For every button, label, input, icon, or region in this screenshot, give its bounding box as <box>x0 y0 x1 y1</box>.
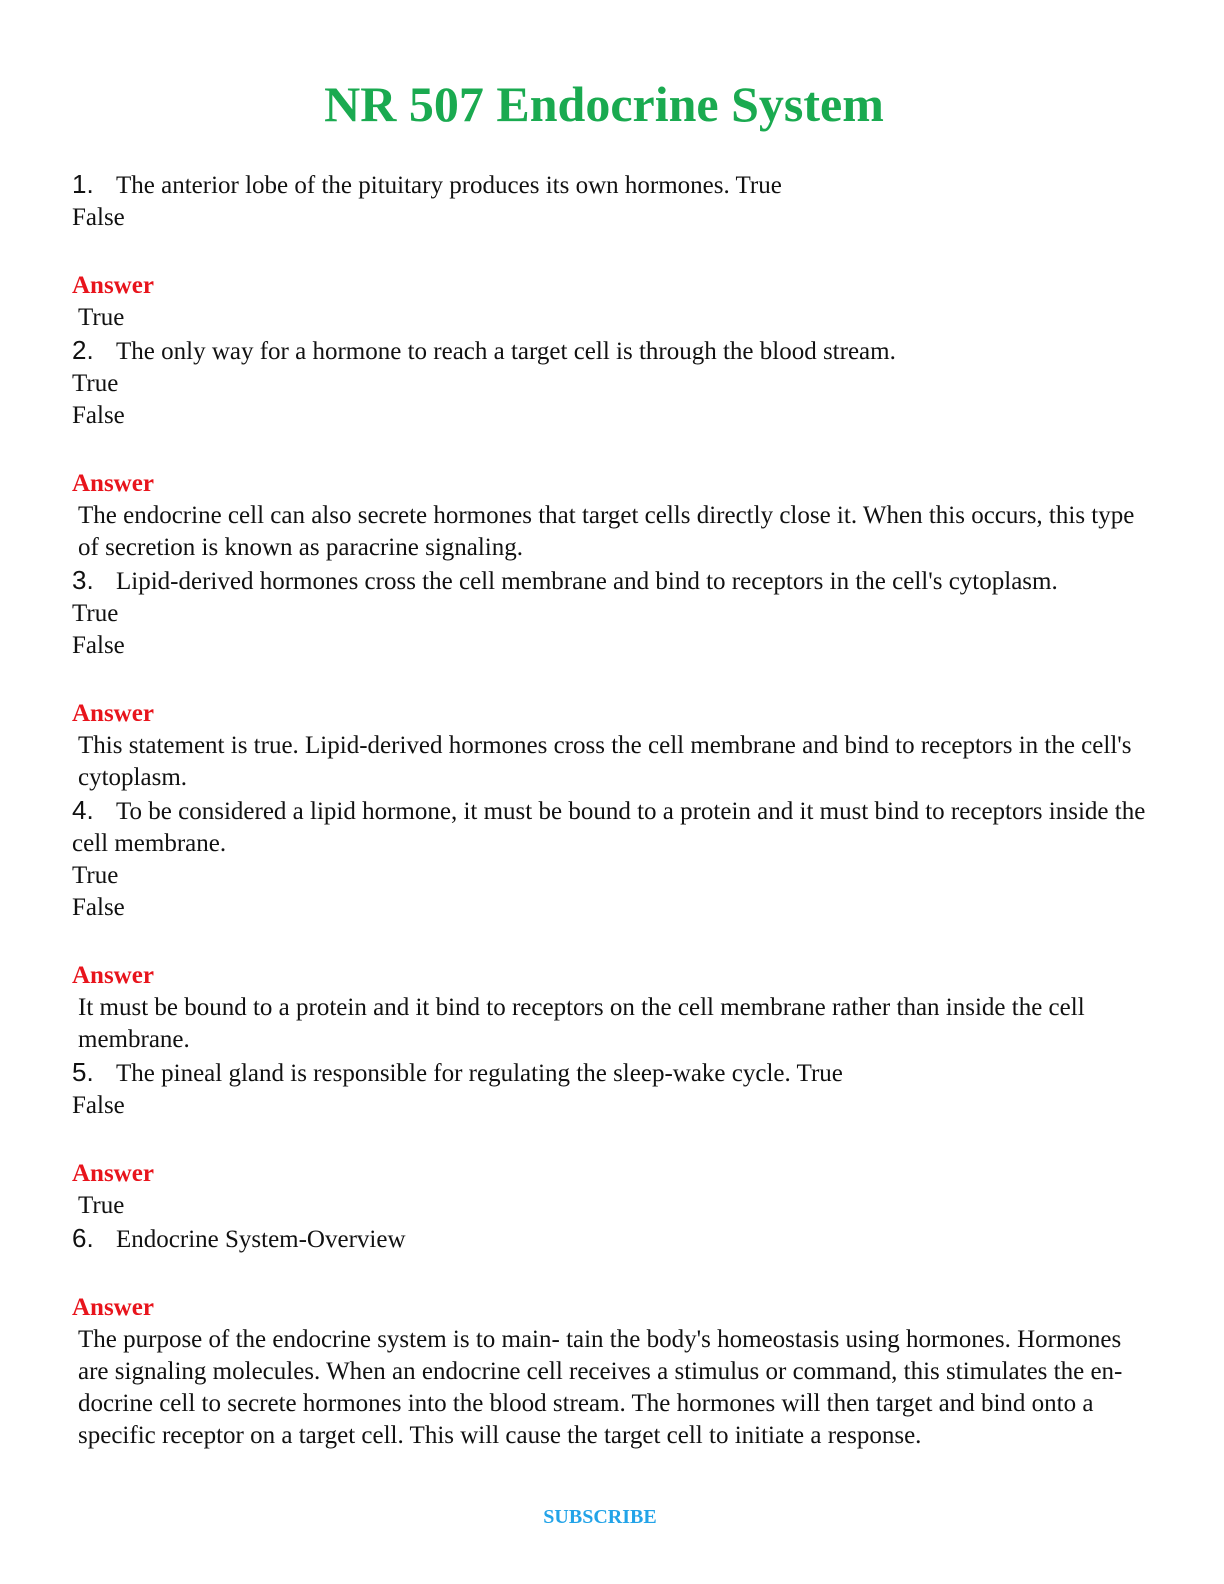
answer-text: The endocrine cell can also secrete hormones that target cells directly close it. When this occurs, this type of secretion is known as paracrine signaling. <box>78 502 1135 561</box>
question-number: 3. <box>72 565 94 595</box>
question-5 <box>72 1056 1152 1090</box>
answer-label: Answer <box>72 1160 154 1187</box>
option-true: True <box>72 862 119 889</box>
answer-label: Answer <box>72 1294 154 1321</box>
option-false: False <box>72 894 125 921</box>
question-1 <box>72 168 1152 202</box>
question-number: 1. <box>72 169 94 199</box>
question-6 <box>72 1222 1152 1256</box>
answer-text: True <box>78 304 125 331</box>
option-false: False <box>72 204 125 231</box>
question-number: 5. <box>72 1057 94 1087</box>
answer-label: Answer <box>72 272 154 299</box>
option-false: False <box>72 1092 125 1119</box>
answer-label: Answer <box>72 962 154 989</box>
option-false: False <box>72 632 125 659</box>
page-title: NR 507 Endocrine System <box>324 76 884 132</box>
answer-text: The purpose of the endocrine system is to main- tain the body's homeostasis using hormones. Hormones are signaling molecules. When an endocrine cell receives a stimulus or command, this stimulates the en- docrine cell to secrete hormones into the blood stream. The hormones will then target and bind onto a specific receptor on a target cell. This will cause the target cell to initiate a response. <box>78 1326 1123 1449</box>
question-4 <box>72 794 1152 860</box>
answer-text: True <box>78 1192 125 1219</box>
subscribe-link[interactable]: SUBSCRIBE <box>543 1506 657 1528</box>
question-text: To be considered a lipid hormone, it must be bound to a protein and it must bind to receptors inside the cell membrane. <box>72 798 1146 857</box>
question-text: The only way for a hormone to reach a target cell is through the blood stream. <box>116 338 896 365</box>
option-false: False <box>72 402 125 429</box>
question-number: 2. <box>72 335 94 365</box>
option-true: True <box>72 370 119 397</box>
answer-text: This statement is true. Lipid-derived hormones cross the cell membrane and bind to receptors in the cell's cytoplasm. <box>78 732 1132 791</box>
question-text: The anterior lobe of the pituitary produces its own hormones. True <box>116 172 782 199</box>
question-number: 6. <box>72 1223 94 1253</box>
question-number: 4. <box>72 795 94 825</box>
question-text: Endocrine System-Overview <box>116 1226 406 1253</box>
question-text: Lipid-derived hormones cross the cell membrane and bind to receptors in the cell's cytoplasm. <box>116 568 1058 595</box>
question-text: The pineal gland is responsible for regulating the sleep-wake cycle. True <box>116 1060 843 1087</box>
question-2 <box>72 334 1152 368</box>
answer-text: It must be bound to a protein and it bind to receptors on the cell membrane rather than inside the cell membrane. <box>78 994 1085 1053</box>
option-true: True <box>72 600 119 627</box>
answer-label: Answer <box>72 470 154 497</box>
answer-label: Answer <box>72 700 154 727</box>
question-list <box>72 168 1152 1452</box>
question-3 <box>72 564 1152 598</box>
